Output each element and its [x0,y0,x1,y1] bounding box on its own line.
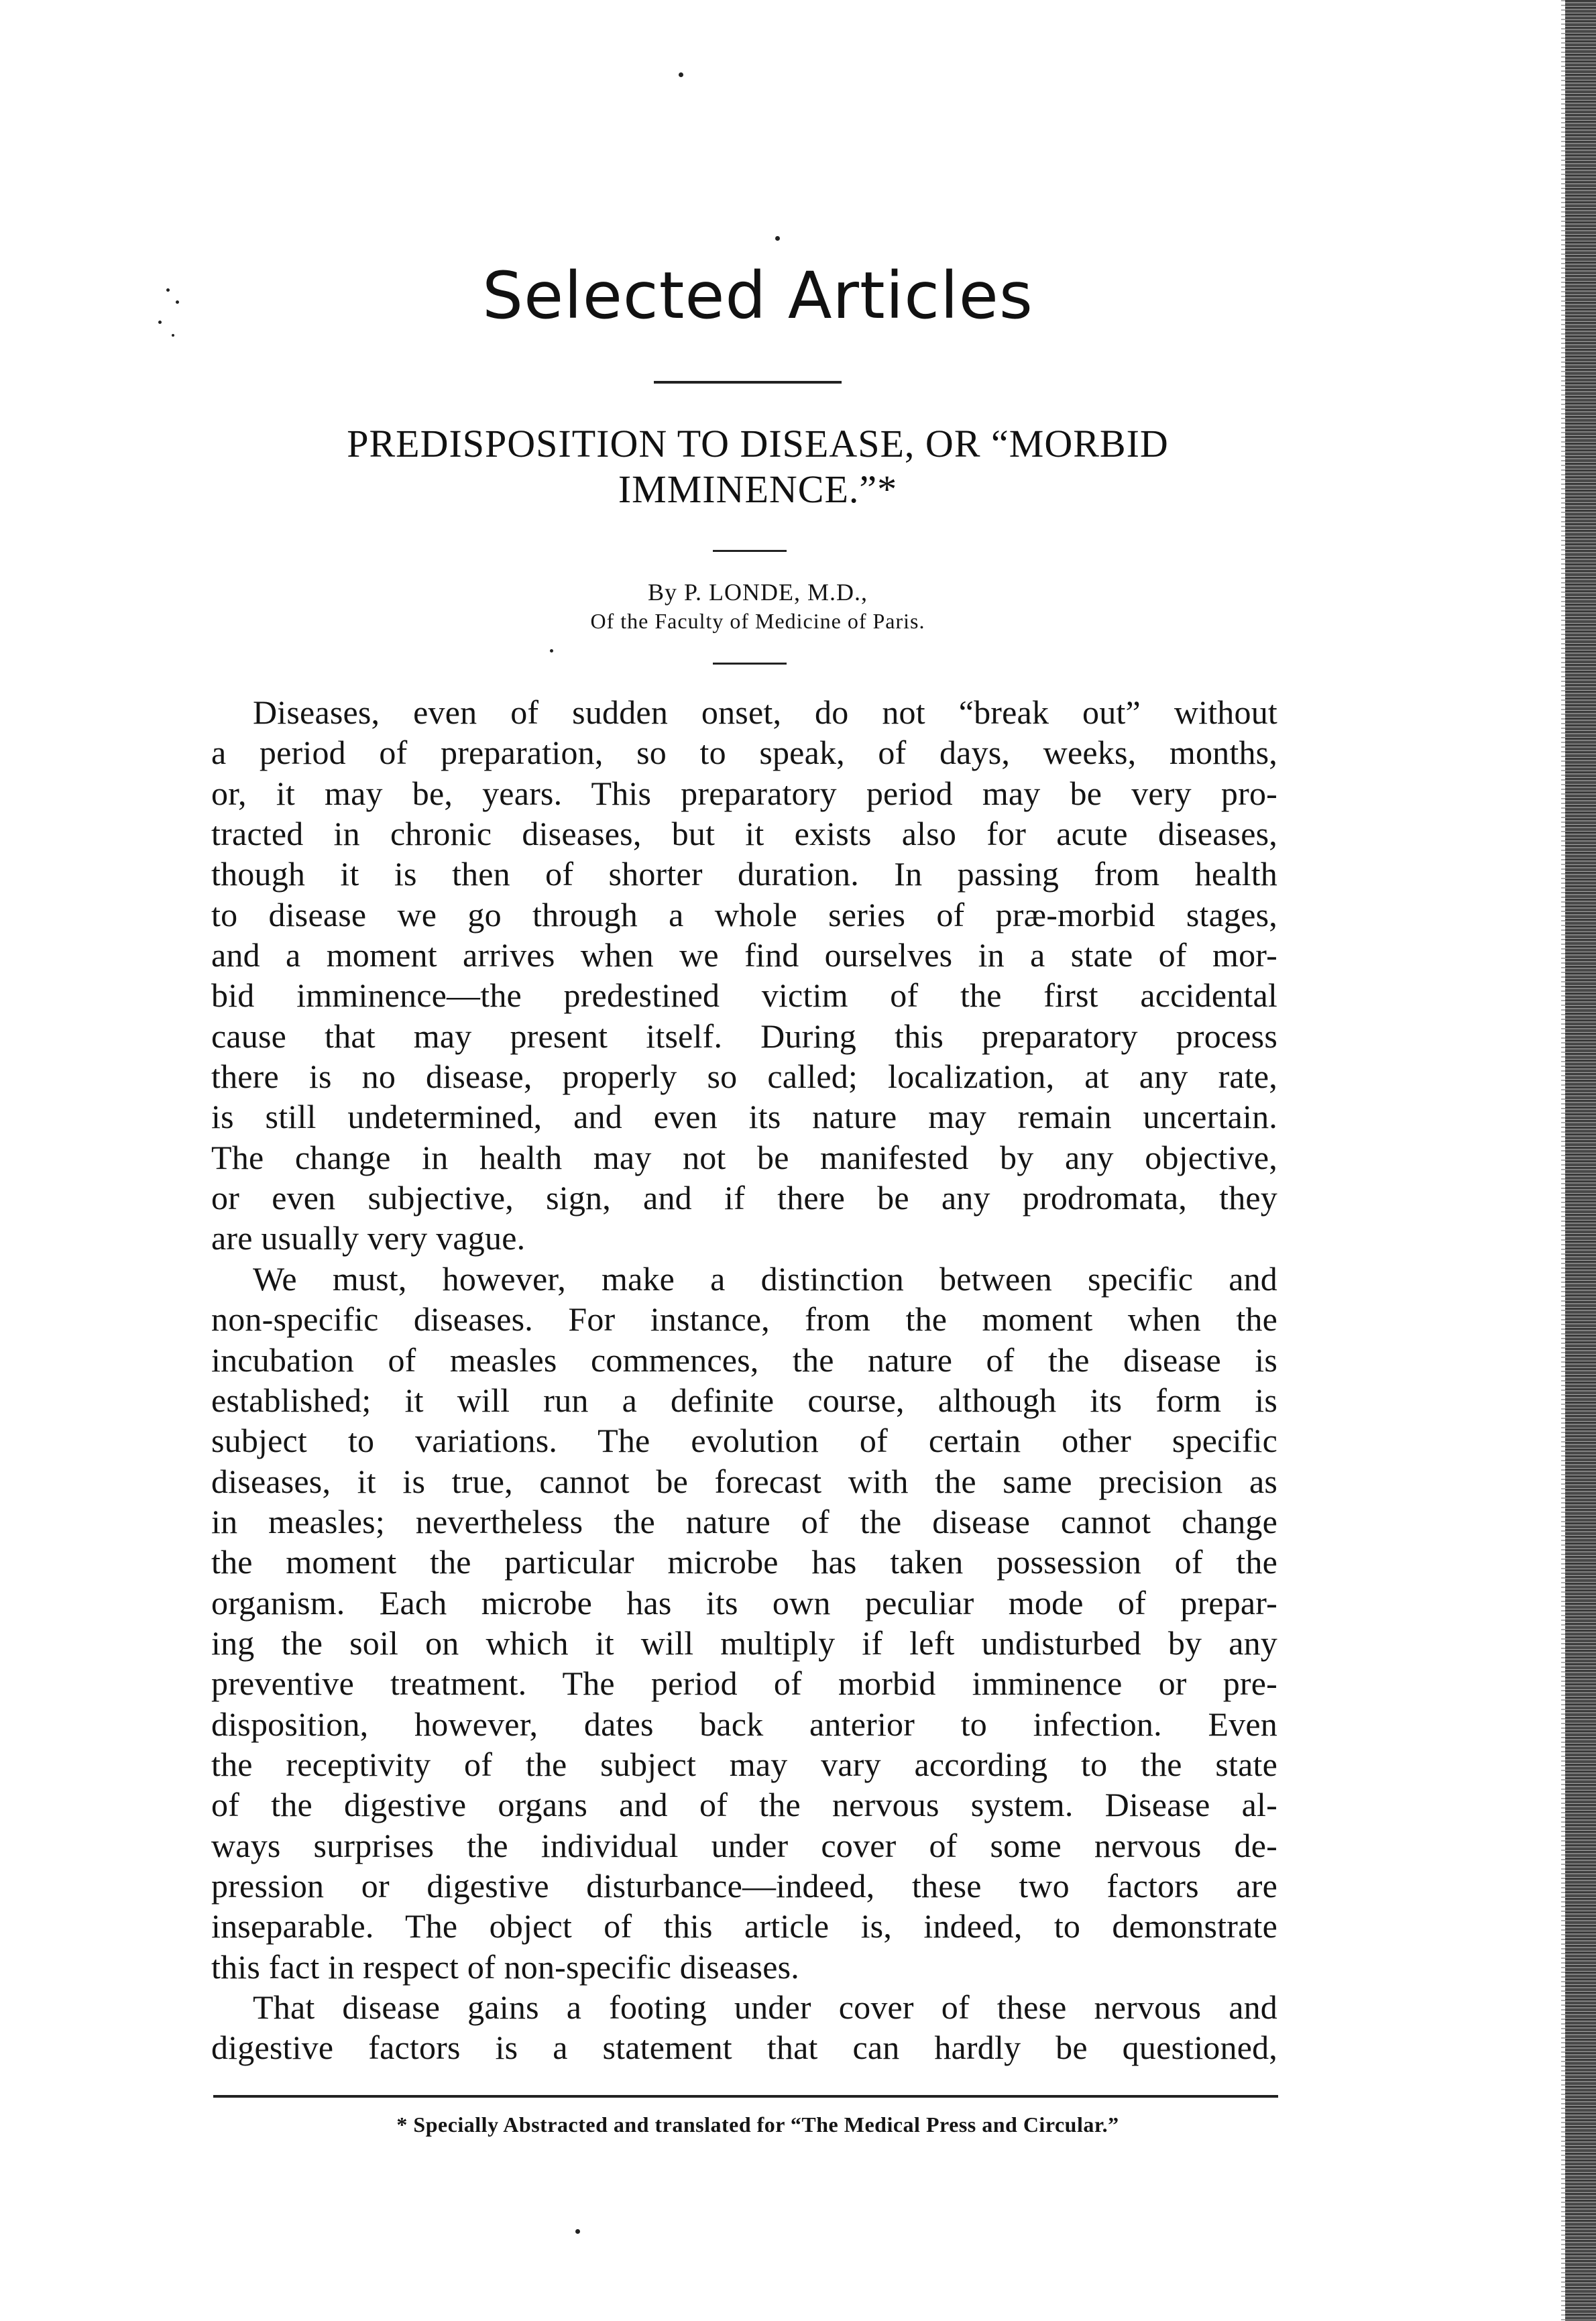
article-title-line-1: PREDISPOSITION TO DISEASE, OR “MORBID [347,422,1169,465]
scan-speck [550,649,553,653]
body-line: digestive factors is a statement that can hardly be questioned, [211,2029,1277,2067]
scan-speck [775,236,780,241]
footnote: * Specially Abstracted and translated for “The Medical Press and Circular.” [396,2112,1119,2137]
body-line: That disease gains a footing under cover of these nervous and [253,1988,1277,2026]
body-line: there is no disease, properly so called; localization, at any rate, [211,1058,1277,1096]
title-divider [654,381,842,384]
body-line: is still undetermined, and even its nature may remain uncertain. [211,1098,1277,1136]
body-line: or, it may be, years. This preparatory period may be very pro- [211,774,1277,812]
body-line: ways surprises the individual under cover of some nervous de- [211,1826,1277,1864]
body-line: disposition, however, dates back anterior to infection. Even [211,1705,1277,1743]
body-line: in measles; nevertheless the nature of the disease cannot change [211,1502,1277,1540]
body-line: subject to variations. The evolution of certain other specific [211,1422,1277,1460]
scan-speck [172,334,174,337]
body-line: non-specific diseases. For instance, from the moment when the [211,1300,1277,1339]
body-line: are usually very vague. [211,1219,526,1257]
body-line: though it is then of shorter duration. In passing from health [211,855,1277,893]
article-title-line-2: IMMINENCE.”* [618,467,898,511]
body-line: cause that may present itself. During this preparatory process [211,1017,1277,1055]
section-title: Selected Articles [482,258,1033,333]
body-line: of the digestive organs and of the nervous system. Disease al- [211,1786,1277,1824]
body-line: a period of preparation, so to speak, of days, weeks, months, [211,734,1277,772]
body-line: the receptivity of the subject may vary according to the state [211,1745,1277,1783]
body-line: incubation of measles commences, the nature of the disease is [211,1341,1277,1379]
article-body [211,692,1277,2068]
footnote-divider [213,2095,1278,2098]
article-title [201,421,1314,512]
body-line: diseases, it is true, cannot be forecast with the same precision as [211,1462,1277,1500]
scan-speck [679,72,683,77]
body-line: Diseases, even of sudden onset, do not “break out” without [253,693,1277,731]
body-line: to disease we go through a whole series of præ-morbid stages, [211,895,1277,933]
author-affiliation: Of the Faculty of Medicine of Paris. [590,609,925,633]
byline-divider-bottom [713,663,787,665]
body-line: established; it will run a definite course, although its form is [211,1381,1277,1419]
body-line: ing the soil on which it will multiply if left undisturbed by any [211,1624,1277,1662]
body-line: We must, however, make a distinction between specific and [253,1259,1277,1298]
body-line: The change in health may not be manifested by any objective, [211,1138,1277,1176]
scan-speck [575,2229,580,2234]
body-line: bid imminence—the predestined victim of the first accidental [211,976,1277,1015]
body-line: the moment the particular microbe has taken possession of the [211,1543,1277,1581]
body-line: this fact in respect of non-specific diseases. [211,1947,799,1986]
byline-divider-top [713,550,787,552]
body-line: preventive treatment. The period of morbid imminence or pre- [211,1664,1277,1703]
body-line: and a moment arrives when we find ourselves in a state of mor- [211,936,1277,974]
body-line: organism. Each microbe has its own peculiar mode of prepar- [211,1583,1277,1622]
body-line: inseparable. The object of this article is, indeed, to demonstrate [211,1907,1277,1945]
body-line: pression or digestive disturbance—indeed, these two factors are [211,1866,1277,1905]
body-line: tracted in chronic diseases, but it exists also for acute diseases, [211,815,1277,853]
author-byline: By P. LONDE, M.D., [647,579,868,606]
body-line: or even subjective, sign, and if there be any prodromata, they [211,1179,1277,1217]
binding-scan-edge [1565,0,1596,2321]
